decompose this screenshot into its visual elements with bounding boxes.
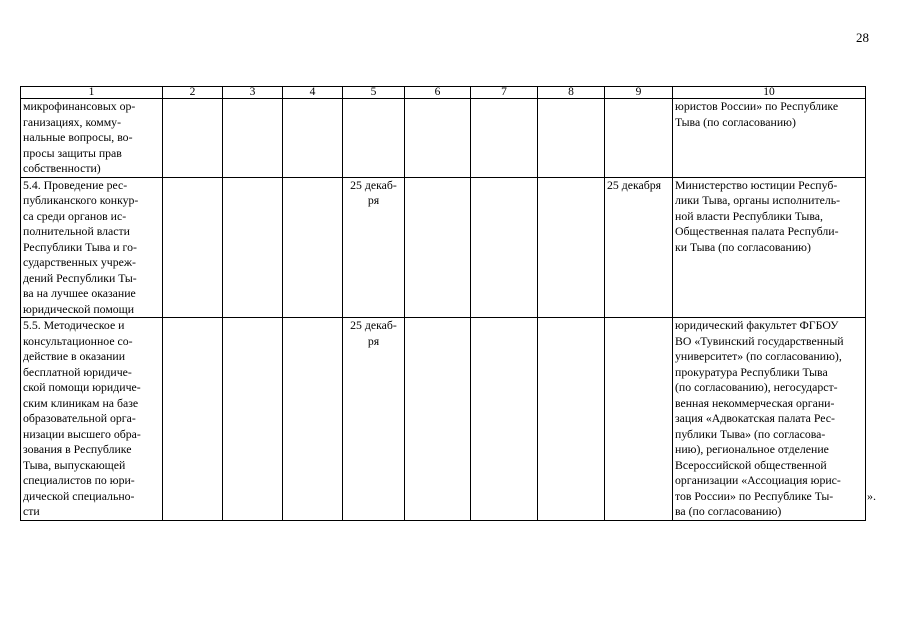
empty-cell [163, 177, 223, 318]
date-cell [605, 99, 673, 178]
empty-cell [538, 177, 605, 318]
empty-cell [283, 99, 343, 178]
empty-cell [405, 318, 471, 521]
column-header: 7 [471, 87, 538, 99]
responsible-cell: юридический факультет ФГБОУ ВО «Тувинский государственный университет» (по согласованию), прокуратура Республики Тыва (по согласованию), негосударст- венная некоммерческая органи- зация «Адвокатская палата Рес- публики Тыва» (по согласова- нию), региональное отделение Всероссийской общественной организации «Ассоциация юрис- тов России» по Республике Ты- ва (по согласованию) [673, 318, 866, 521]
empty-cell [471, 318, 538, 521]
column-header: 4 [283, 87, 343, 99]
column-header: 6 [405, 87, 471, 99]
column-header: 5 [343, 87, 405, 99]
empty-cell [471, 177, 538, 318]
empty-cell [163, 99, 223, 178]
column-number-row [21, 87, 866, 99]
activity-cell: 5.4. Проведение рес- публиканского конкур- са среди органов ис- полнительной власти Республики Тыва и го- сударственных учреж- дений Республики Ты- ва на лучшее оказание юридической помощи [21, 177, 163, 318]
table-row [21, 318, 866, 521]
activity-cell: микрофинансовых ор- ганизациях, комму- нальные вопросы, во- просы защиты прав собственности) [21, 99, 163, 178]
deadline-cell: 25 декаб- ря [343, 318, 405, 521]
empty-cell [538, 318, 605, 521]
date-cell: 25 декабря [605, 177, 673, 318]
empty-cell [223, 318, 283, 521]
empty-cell [538, 99, 605, 178]
column-header: 8 [538, 87, 605, 99]
deadline-cell [343, 99, 405, 178]
empty-cell [405, 177, 471, 318]
table-row [21, 177, 866, 318]
empty-cell [471, 99, 538, 178]
table-row [21, 99, 866, 178]
column-header: 3 [223, 87, 283, 99]
date-cell [605, 318, 673, 521]
plan-table [20, 86, 866, 521]
column-header: 10 [673, 87, 866, 99]
empty-cell [223, 177, 283, 318]
activity-cell: 5.5. Методическое и консультационное со- действие в оказании бесплатной юридиче- ской помощи юридиче- ским клиникам на базе образовательной орга- низации высшего обра- зования в Республике Тыва, выпускающей специалистов по юри- дической специально- сти [21, 318, 163, 521]
empty-cell [283, 318, 343, 521]
column-header: 9 [605, 87, 673, 99]
empty-cell [405, 99, 471, 178]
responsible-cell: юристов России» по Республике Тыва (по согласованию) [673, 99, 866, 178]
responsible-cell: Министерство юстиции Респуб- лики Тыва, органы исполнитель- ной власти Республики Тыва, Общественная палата Республи- ки Тыва (по согласованию) [673, 177, 866, 318]
page-number: 28 [856, 30, 869, 45]
column-header: 1 [21, 87, 163, 99]
empty-cell [163, 318, 223, 521]
empty-cell [223, 99, 283, 178]
empty-cell [283, 177, 343, 318]
deadline-cell: 25 декаб- ря [343, 177, 405, 318]
closing-quote-mark: ». [867, 489, 876, 503]
column-header: 2 [163, 87, 223, 99]
